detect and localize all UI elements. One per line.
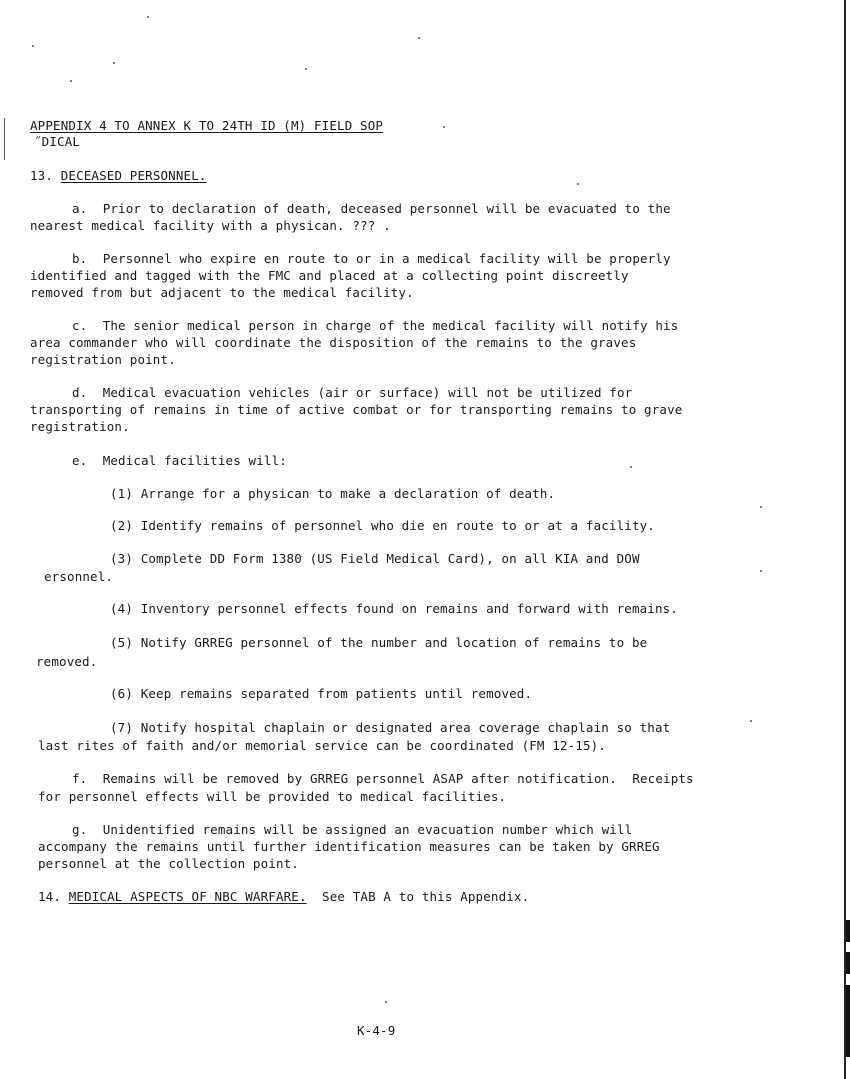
para-c-line: c. The senior medical person in charge of the medical facility will notify his [72, 318, 679, 333]
list-item: (1) Arrange for a physican to make a declaration of death. [110, 486, 556, 501]
scan-speck [113, 62, 115, 64]
scan-speck [750, 720, 752, 722]
scan-edge-bar [844, 0, 846, 1079]
para-b-line: identified and tagged with the FMC and placed at a collecting point discreetly [30, 268, 629, 283]
para-a-line: a. Prior to declaration of death, deceased personnel will be evacuated to the [72, 201, 671, 216]
para-d-line: transporting of remains in time of active combat or for transporting remains to grave [30, 402, 683, 417]
appendix-title: APPENDIX 4 TO ANNEX K TO 24TH ID (M) FIELD SOP [30, 118, 384, 133]
section-title: DECEASED PERSONNEL. [60, 168, 207, 183]
para-f-line: for personnel effects will be provided to medical facilities. [38, 789, 507, 804]
para-g-line: accompany the remains until further identification measures can be taken by GRREG [38, 839, 660, 854]
scan-edge-mark [846, 920, 850, 942]
section-13-heading [30, 167, 207, 184]
para-b-line: removed from but adjacent to the medical facility. [30, 285, 414, 300]
para-g-line: g. Unidentified remains will be assigned an evacuation number which will [72, 822, 633, 837]
scan-speck [305, 68, 307, 70]
scan-speck [760, 506, 762, 508]
section-text: See TAB A to this Appendix. [322, 889, 530, 904]
list-item-continuation: removed. [36, 654, 98, 669]
list-item: (4) Inventory personnel effects found on remains and forward with remains. [110, 601, 678, 616]
appendix-subtitle: ˝DICAL [34, 134, 81, 149]
para-d-line: registration. [30, 419, 130, 434]
scan-edge-mark [846, 952, 850, 974]
scan-speck [577, 183, 579, 185]
list-item: (6) Keep remains separated from patients until removed. [110, 686, 533, 701]
scan-speck [630, 466, 632, 468]
para-g-line: personnel at the collection point. [38, 856, 299, 871]
para-e: e. Medical facilities will: [72, 453, 287, 468]
section-title: MEDICAL ASPECTS OF NBC WARFARE. [68, 889, 307, 904]
section-number: 13. [30, 168, 54, 183]
scan-speck [385, 1001, 387, 1003]
para-b-line: b. Personnel who expire en route to or in a medical facility will be properly [72, 251, 671, 266]
section-14 [38, 888, 529, 905]
list-item: (7) Notify hospital chaplain or designated area coverage chaplain so that [110, 720, 671, 735]
para-c-line: area commander who will coordinate the disposition of the remains to the graves [30, 335, 637, 350]
list-item: (3) Complete DD Form 1380 (US Field Medical Card), on all KIA and DOW [110, 551, 640, 566]
scan-speck [32, 45, 34, 47]
list-item-continuation: last rites of faith and/or memorial service can be coordinated (FM 12-15). [38, 738, 606, 753]
para-c-line: registration point. [30, 352, 176, 367]
section-number: 14. [38, 889, 62, 904]
list-item: (2) Identify remains of personnel who die en route to or at a facility. [110, 518, 655, 533]
scan-speck [70, 80, 72, 82]
list-item: (5) Notify GRREG personnel of the number and location of remains to be [110, 635, 648, 650]
para-a-line: nearest medical facility with a physican. ??? . [30, 218, 391, 233]
page-number: K-4-9 [357, 1023, 396, 1038]
para-f-line: f. Remains will be removed by GRREG personnel ASAP after notification. Receipts [72, 771, 694, 786]
scan-speck [418, 37, 420, 39]
scan-speck [760, 570, 762, 572]
scan-edge-mark [846, 985, 850, 1057]
para-d-line: d. Medical evacuation vehicles (air or surface) will not be utilized for [72, 385, 633, 400]
scan-speck [147, 16, 149, 18]
list-item-continuation: ersonnel. [44, 569, 114, 584]
scan-speck [443, 126, 445, 128]
scan-left-mark [4, 118, 5, 160]
